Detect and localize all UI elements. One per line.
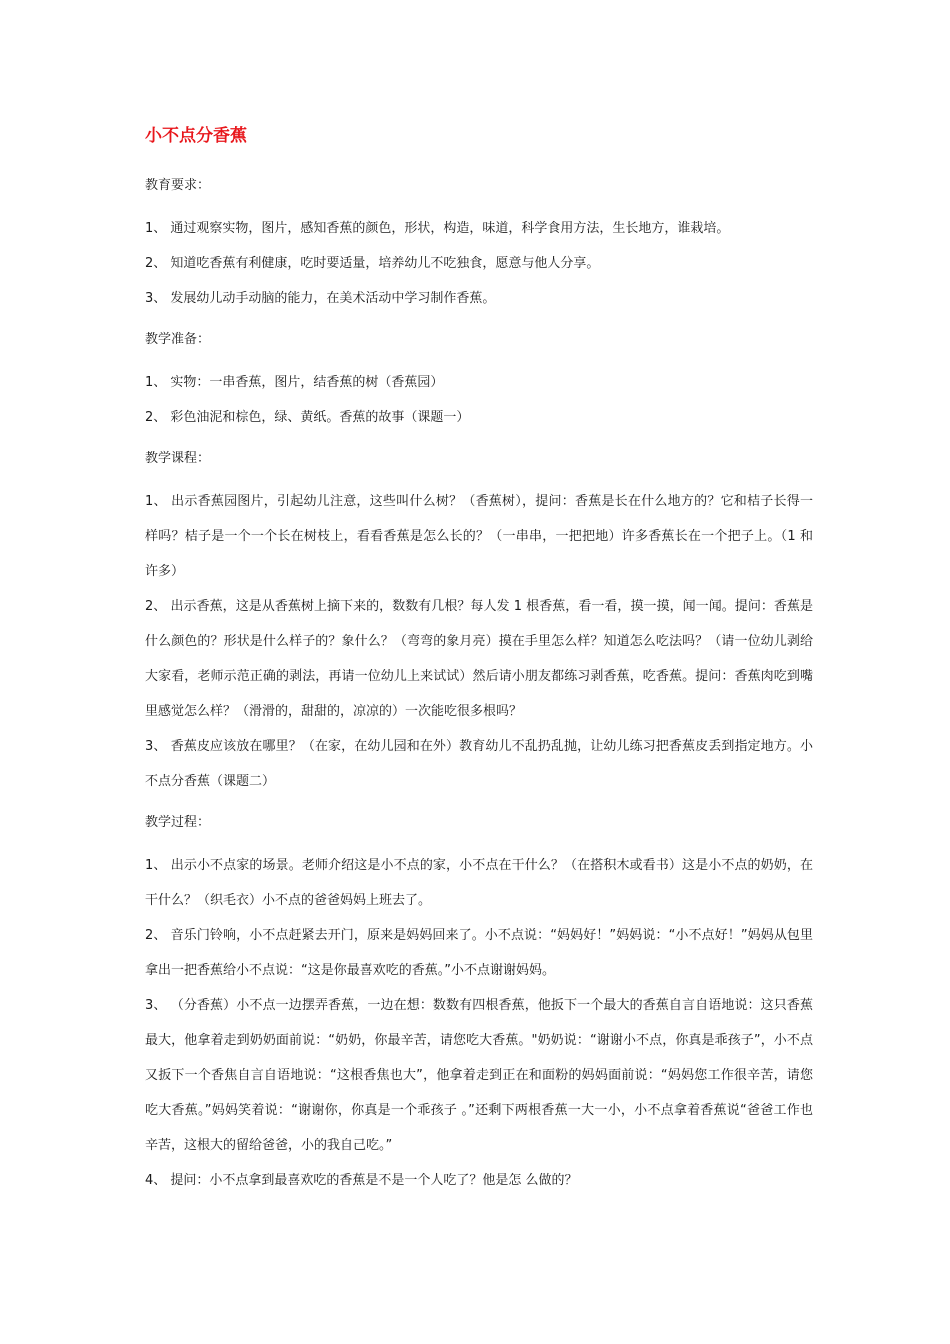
list-item: 3、 发展幼儿动手动脑的能力，在美术活动中学习制作香蕉。 <box>145 291 496 306</box>
section-education-requirements <box>145 176 813 316</box>
list-item: 3、 （分香蕉）小不点一边摆弄香蕉，一边在想：数数有四根香蕉，他扳下一个最大的香蕉自言自语地说：这只香蕉最大，他拿着走到奶奶面前说：“奶奶，你最辛苦，请您吃大香蕉。"奶奶说：“谢谢小不点，你真是乖孩子”，小不点又扳下一个香焦自言自语地说：“这根香焦也大”，他拿着走到正在和面粉的妈妈面前说：“妈妈您工作很辛苦，请您吃大香蕉。”妈妈笑着说：“谢谢你，你真是一个乖孩子 。”还剩下两根香蕉一大一小，小不点拿着香蕉说“爸爸工作也辛苦，这根大的留给爸爸，小的我自己吃。” <box>145 998 813 1153</box>
section-heading: 教学过程： <box>145 815 211 830</box>
section-teaching-process <box>145 813 813 1198</box>
list-item: 2、 彩色油泥和棕色，绿、黄纸。香蕉的故事（课题一） <box>145 410 470 425</box>
list-item: 1、 通过观察实物，图片，感知香蕉的颜色，形状，构造，味道，科学食用方法，生长地方，谁栽培。 <box>145 221 730 236</box>
list-item: 3、 香蕉皮应该放在哪里？（在家，在幼儿园和在外）教育幼儿不乱扔乱抛，让幼儿练习把香蕉皮丢到指定地方。小不点分香蕉（课题二） <box>145 739 813 789</box>
section-heading: 教育要求： <box>145 178 211 193</box>
section-teaching-preparation <box>145 330 813 435</box>
section-heading: 教学准备： <box>145 332 211 347</box>
list-item: 2、 音乐门铃响，小不点赶紧去开门，原来是妈妈回来了。小不点说：“妈妈好！”妈妈说：“小不点好！”妈妈从包里拿出一把香蕉给小不点说：“这是你最喜欢吃的香蕉。”小不点谢谢妈妈。 <box>145 928 813 978</box>
list-item: 2、 知道吃香蕉有利健康，吃时要适量，培养幼儿不吃独食，愿意与他人分享。 <box>145 256 600 271</box>
list-item: 1、 出示香蕉园图片，引起幼儿注意，这些叫什么树？（香蕉树），提问：香蕉是长在什么地方的？它和桔子长得一样吗？桔子是一个一个长在树枝上，看看香蕉是怎么长的？（一串串，一把把地）许多香蕉长在一个把子上。（1 和许多） <box>145 494 813 579</box>
page-title: 小不点分香蕉 <box>145 126 247 146</box>
section-heading: 教学课程： <box>145 451 211 466</box>
section-teaching-course <box>145 449 813 799</box>
list-item: 4、 提问：小不点拿到最喜欢吃的香蕉是不是一个人吃了？他是怎 么做的？ <box>145 1173 578 1188</box>
list-item: 1、 出示小不点家的场景。老师介绍这是小不点的家，小不点在干什么？（在搭积木或看书）这是小不点的奶奶，在干什么？（织毛衣）小不点的爸爸妈妈上班去了。 <box>145 858 813 908</box>
document-page <box>145 122 813 1212</box>
list-item: 2、 出示香蕉，这是从香蕉树上摘下来的，数数有几根？每人发 1 根香蕉，看一看，摸一摸，闻一闻。提问：香蕉是什么颜色的？形状是什么样子的？象什么？（弯弯的象月亮）摸在手里怎么样？知道怎么吃法吗？（请一位幼儿剥给大家看，老师示范正确的剥法，再请一位幼儿上来试试）然后请小朋友都练习剥香蕉，吃香蕉。提问：香蕉肉吃到嘴里感觉怎么样？（滑滑的，甜甜的，凉凉的）一次能吃很多根吗？ <box>145 599 813 719</box>
list-item: 1、 实物：一串香蕉，图片，结香蕉的树（香蕉园） <box>145 375 444 390</box>
